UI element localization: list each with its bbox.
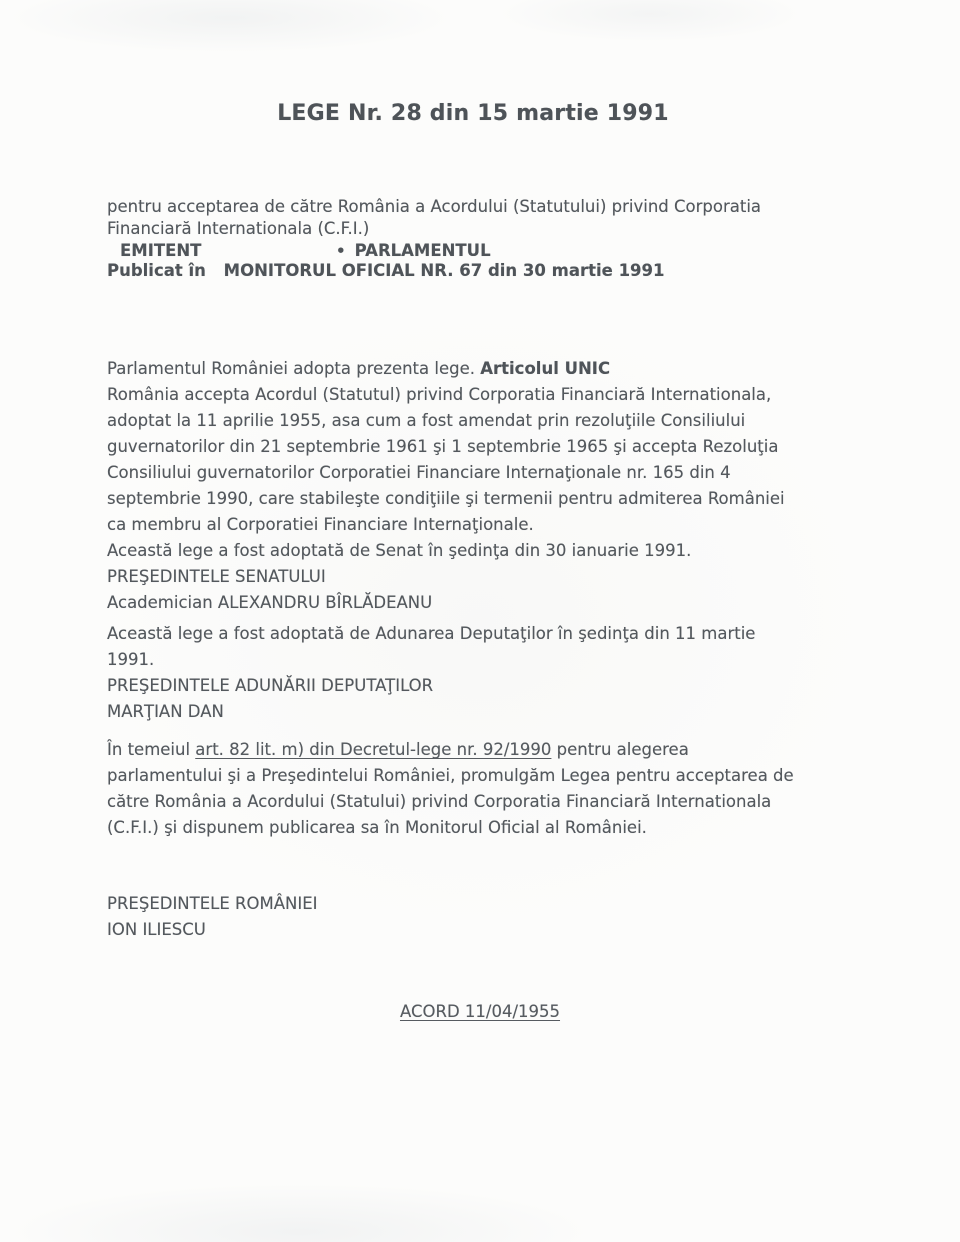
article-line: România accepta Acordul (Statutul) privind Corporatia Financiară Internationala,: [107, 385, 772, 404]
article-label: Articolul UNIC: [480, 359, 611, 378]
deputies-section: [107, 621, 843, 725]
publication-label: Publicat în: [107, 261, 206, 280]
promulgation-prefix: În temeiul: [107, 740, 196, 759]
article-line: septembrie 1990, care stabileşte condiţiile şi termenii pentru admiterea României: [107, 489, 785, 508]
deputies-president-title: PREŞEDINTELE ADUNĂRII DEPUTAŢILOR: [107, 676, 434, 695]
publication-row: [107, 260, 847, 282]
law-body: [107, 356, 843, 616]
law-subject-line: pentru acceptarea de către România a Acordului (Statutului) privind Corporatia: [107, 197, 762, 216]
promulgation-line: parlamentului şi a Preşedintelui României, promulgăm Legea pentru acceptarea de: [107, 766, 794, 785]
emitent-row: [107, 240, 847, 262]
article-line: adoptat la 11 aprilie 1955, asa cum a fost amendat prin rezoluţiile Consiliului: [107, 411, 746, 430]
president-name: ION ILIESCU: [107, 920, 206, 939]
promulgation-section: [107, 737, 843, 841]
president-signature: [107, 891, 843, 943]
adoption-intro: Parlamentul României adopta prezenta lege.: [107, 359, 481, 378]
publication-value: MONITORUL OFICIAL NR. 67 din 30 martie 1991: [223, 261, 665, 280]
senate-president-title: PREŞEDINTELE SENATULUI: [107, 567, 326, 586]
promulgation-line: către România a Acordului (Statului) privind Corporatia Financiară Internationala: [107, 792, 772, 811]
deputies-adoption-line: 1991.: [107, 650, 155, 669]
article-line: ca membru al Corporatiei Financiare Internaţionale.: [107, 515, 534, 534]
acord-link[interactable]: ACORD 11/04/1955: [399, 1002, 561, 1021]
law-subject-line: Financiară Internationala (C.F.I.): [107, 219, 370, 238]
emitent-issuer: PARLAMENTUL: [354, 241, 491, 260]
adoption-line: [107, 356, 843, 382]
emitent-value: [336, 240, 491, 262]
promulgation-suffix: pentru alegerea: [551, 740, 689, 759]
article-line: guvernatorilor din 21 septembrie 1961 şi 1 septembrie 1965 şi accepta Rezoluţia: [107, 437, 779, 456]
promulgation-line: [107, 737, 843, 763]
article-line: Consiliului guvernatorilor Corporatiei Financiare Internaţionale nr. 165 din 4: [107, 463, 731, 482]
president-title: PREŞEDINTELE ROMÂNIEI: [107, 894, 318, 913]
senate-adoption-line: Această lege a fost adoptată de Senat în şedinţa din 30 ianuarie 1991.: [107, 541, 692, 560]
senate-president-name: Academician ALEXANDRU BÎRLĂDEANU: [107, 593, 433, 612]
acord-row: [0, 999, 960, 1025]
deputies-president-name: MARŢIAN DAN: [107, 702, 224, 721]
promulgation-line: (C.F.I.) şi dispunem publicarea sa în Monitorul Oficial al României.: [107, 818, 647, 837]
document-title: LEGE Nr. 28 din 15 martie 1991: [277, 101, 669, 126]
law-subject: [107, 196, 847, 240]
decree-law-link[interactable]: art. 82 lit. m) din Decretul-lege nr. 92/1990: [195, 740, 552, 759]
emitent-label: EMITENT: [120, 241, 202, 260]
bullet-icon: •: [336, 242, 346, 260]
deputies-adoption-line: Această lege a fost adoptată de Adunarea Deputaţilor în şedinţa din 11 martie: [107, 624, 756, 643]
